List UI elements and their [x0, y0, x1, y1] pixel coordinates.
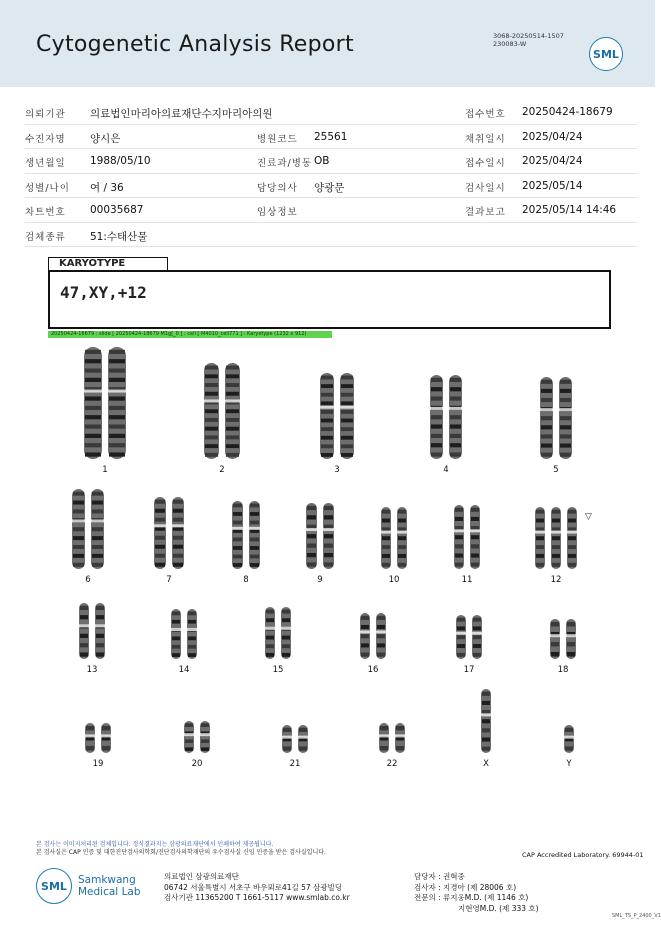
reference-line-1: 3068-20250514-1507 [493, 32, 564, 40]
staff-line: 전문의 : 류지웅M.D. (제 1146 호) [414, 893, 529, 902]
info-row [25, 149, 637, 174]
sml-logo: SML [589, 37, 623, 71]
birth-label: 생년월일 [25, 158, 66, 169]
chromosome-number: 7 [166, 575, 172, 585]
chromosome-number: 13 [86, 665, 98, 675]
staff-line: 담당자 : 권혁중 [414, 872, 465, 881]
doctor-label: 담당의사 [257, 182, 298, 194]
chromosome-image [108, 347, 126, 459]
chromosome-image [567, 507, 577, 569]
chromosome-image [232, 501, 243, 569]
chromosome-image [154, 497, 166, 569]
report-header [0, 0, 655, 87]
chromosome-number: 21 [289, 759, 301, 769]
patient-info-table [25, 100, 637, 247]
test-date-value: 2025/05/14 [522, 179, 583, 192]
info-row [25, 125, 637, 150]
chromosome-number: 3 [334, 465, 340, 475]
collect-date-value: 2025/04/24 [522, 130, 583, 143]
chromosome-image [379, 723, 389, 753]
sml-footer-logo: SML [36, 868, 72, 904]
chromosome-image [449, 375, 462, 459]
chromosome-image [340, 373, 354, 459]
hospital-code-value: 25561 [314, 130, 348, 143]
dept-value: OB [314, 155, 330, 167]
chromosome-image [171, 609, 181, 659]
specimen-label: 검체종류 [25, 231, 66, 243]
chromosome-image [381, 507, 391, 569]
institution-label: 의뢰기관 [25, 109, 66, 120]
chromosome-image [472, 615, 482, 659]
report-title: Cytogenetic Analysis Report [36, 32, 354, 57]
staff-list [414, 872, 539, 914]
chromosome-image [281, 607, 291, 659]
specimen-value: 51:수태산물 [90, 230, 148, 243]
hospital-code-label: 병원코드 [257, 133, 298, 145]
karyogram-image [0, 345, 655, 790]
address-line-1: 의료법인 삼광의료재단 [164, 872, 239, 881]
chromosome-number: 17 [463, 665, 475, 675]
chromosome-image [282, 725, 292, 753]
info-row [25, 174, 637, 199]
chromosome-number: 19 [92, 759, 104, 769]
chromosome-number: 1 [102, 465, 108, 475]
chromosome-image [200, 721, 210, 753]
karyotype-label: KARYOTYPE [48, 257, 168, 270]
chromosome-number: 20 [191, 759, 203, 769]
chromosome-number: 18 [557, 665, 569, 675]
chromosome-image [101, 723, 111, 753]
cap-accreditation: CAP Accredited Laboratory. 69944-01 [522, 851, 644, 859]
chromosome-image [204, 363, 219, 459]
address-line-3: 검사기관 11365200 T 1661-5117 www.smlab.co.kr [164, 893, 350, 902]
chromosome-image [306, 503, 317, 569]
chromosome-image [265, 607, 275, 659]
footer-notice [36, 841, 326, 856]
report-label: 결과보고 [465, 207, 506, 218]
chromosome-image [79, 603, 89, 659]
chromosome-image [559, 377, 572, 459]
received-date-value: 2025/04/24 [522, 155, 583, 167]
karyotype-result-box [48, 270, 611, 329]
chart-label: 차트번호 [25, 207, 66, 218]
staff-line: 검사자 : 지경아 (제 28006 호) [414, 882, 517, 892]
reference-line-2: 230083-W [493, 40, 527, 48]
chromosome-image [95, 603, 105, 659]
org-name-line-2: Medical Lab [78, 886, 141, 898]
chromosome-number: 12 [550, 575, 562, 585]
report-reference [493, 32, 564, 48]
patient-value: 양시은 [90, 132, 121, 145]
org-name [78, 874, 141, 898]
chromosome-image [84, 347, 102, 459]
chromosome-image [249, 501, 260, 569]
chromosome-image [298, 725, 308, 753]
chromosome-image [91, 489, 104, 569]
sex-age-label: 성별/나이 [25, 182, 70, 194]
chromosome-number: 6 [85, 575, 91, 585]
chromosome-number: 4 [443, 465, 449, 475]
info-row [25, 223, 637, 248]
info-row [25, 100, 637, 125]
staff-line: 지현영M.D. (제 333 호) [458, 903, 539, 913]
chromosome-number: 10 [388, 575, 400, 585]
chromosome-number: 9 [317, 575, 323, 585]
chromosome-number: X [483, 759, 489, 769]
chromosome-number: 2 [219, 465, 225, 475]
chromosome-image [456, 615, 466, 659]
chromosome-image [376, 613, 386, 659]
chromosome-image [323, 503, 334, 569]
chromosome-image [535, 507, 545, 569]
chromosome-image [360, 613, 370, 659]
chromosome-number: 14 [178, 665, 190, 675]
patient-label: 수진자명 [25, 133, 66, 145]
chromosome-image [85, 723, 95, 753]
chromosome-image [551, 507, 561, 569]
chromosome-number: 8 [243, 575, 249, 585]
report-date-value: 2025/05/14 14:46 [522, 204, 617, 216]
chromosome-image [566, 619, 576, 659]
chromosome-image [187, 609, 197, 659]
received-date-label: 접수일시 [465, 158, 506, 169]
collect-date-label: 채취일시 [465, 133, 506, 145]
chromosome-image [172, 497, 184, 569]
chromosome-number: 22 [386, 759, 398, 769]
chromosome-image [225, 363, 240, 459]
sex-age-value: 여 / 36 [90, 181, 124, 194]
test-date-label: 검사일시 [465, 182, 506, 194]
chromosome-image [184, 721, 194, 753]
info-row [25, 198, 637, 223]
chromosome-number: 16 [367, 665, 379, 675]
receipt-no-value: 20250424-18679 [522, 106, 613, 118]
notice-line-1: 본 검사는 이미지처리된 검체입니다. 정식결과지는 삼광의료재단에서 인쇄하여 제공됩니다. [36, 841, 274, 848]
chromosome-number: 11 [461, 575, 473, 585]
chromosome-image [395, 723, 405, 753]
institution-value: 의료법인마리아의료재단수지마리아의원 [90, 108, 273, 120]
document-code: SML_TS_P_2400_V1 [612, 913, 661, 919]
birth-value: 1988/05/10 [90, 155, 151, 167]
karyotype-result: 47,XY,+12 [60, 283, 147, 302]
receipt-no-label: 접수번호 [465, 109, 506, 120]
chromosome-image [430, 375, 443, 459]
org-name-line-1: Samkwang [78, 874, 136, 886]
chromosome-image [481, 689, 491, 753]
chromosome-image [454, 505, 464, 569]
chart-value: 00035687 [90, 204, 144, 216]
org-address [164, 872, 350, 904]
karyotype-image-caption: 20250424-18679 : slide [ 20250424-18679 M1g[_0 ] : cell [ M4010_cell771 ] : Karyotype (1232 x 912) [48, 331, 332, 338]
dept-label: 진료과/병동 [257, 158, 313, 169]
chromosome-image [470, 505, 480, 569]
doctor-value: 양광문 [314, 181, 345, 194]
chromosome-image [397, 507, 407, 569]
chromosome-image [72, 489, 85, 569]
address-line-2: 06742 서울특별시 서초구 바우뫼로41길 57 삼광빌딩 [164, 882, 343, 892]
notice-line-2: 본 검사실은 CAP 인증 및 대한진단검사의학회/진단검사의학재단의 우수검사실 신임 인증을 받은 검사실입니다. [36, 848, 326, 856]
clinical-label: 임상정보 [257, 207, 298, 218]
chromosome-number: 5 [553, 465, 559, 475]
chromosome-image [564, 725, 574, 753]
chromosome-image [540, 377, 553, 459]
chromosome-number: Y [566, 759, 572, 769]
trisomy-marker-icon: ▽ [585, 512, 592, 522]
chromosome-number: 15 [272, 665, 284, 675]
chromosome-image [320, 373, 334, 459]
chromosome-image [550, 619, 560, 659]
